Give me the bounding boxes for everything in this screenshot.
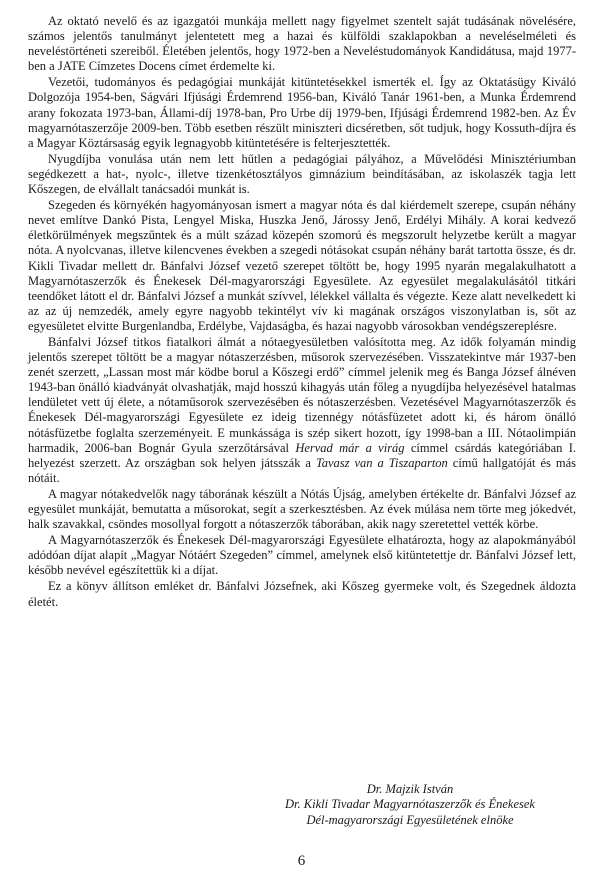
paragraph — [28, 579, 576, 609]
signature-name: Dr. Majzik István — [366, 782, 454, 796]
signature-title-line-2: Dél-magyarországi Egyesületének elnöke — [306, 812, 514, 827]
paragraph — [28, 533, 576, 578]
page-number: 6 — [297, 853, 306, 869]
paragraph — [28, 75, 576, 150]
paragraph — [28, 198, 576, 334]
italic-title: Hervad már a virág — [295, 440, 405, 455]
text-segment: Az oktató nevelő és az igazgatói munkája mellett nagy figyelmet szentelt saját tudásának növelésére, számos jelentős tanulmányt jelentetett meg a hazai és külföldi szaklapokban a neveléselméleti és neveléstörténeti szereiből. Életében jelentős, hogy 1972-ben a Neveléstudományok Kandidátusa, majd 1977-ben a JATE Címzetes Docens címet érdemelte ki. — [28, 14, 576, 74]
signature-block — [250, 782, 570, 828]
paragraph — [28, 14, 576, 74]
text-segment: címmel csárdás kategóriában I. helyezést szerzett. Az országban sok helyen játsszák a — [28, 440, 576, 470]
paragraph — [28, 487, 576, 532]
body-text — [28, 14, 576, 611]
text-segment: című hallgatóját és más nótáit. — [28, 455, 576, 485]
paragraph — [28, 335, 576, 486]
text-segment: A Magyarnótaszerzők és Énekesek Dél-magyarországi Egyesülete elhatározta, hogy az alapokmányából adódóan díjat alapít „Magyar Nótáért Szegeden” címmel, amelynek első kitüntetettje dr. Bánfalvi József lett, később nevével egészítettük ki a díjat. — [28, 533, 576, 578]
text-segment: Vezetői, tudományos és pedagógiai munkáját kitüntetésekkel ismerték el. Így az Oktatásügy Kiváló Dolgozója 1954-ben, Ságvári Ifjúsági Érdemrend 1956-ban, Kiváló Tanár 1961-ben, a Munka Érdemrend arany fokozata 1973-ban, Állami-díj 1978-ban, Pro Urbe díj 1979-ben, Ifjúsági Érdemrend 1982-ben. Az Év magyarnótaszerzője 2009-ben. Több esetben részült miniszteri dicséretben, sőt tudjuk, hogy Kossuth-díjra és a Magyar Köztársaság egyik legnagyobb kitüntetésére is felterjesztették. — [28, 75, 576, 150]
text-segment: A magyar nótakedvelők nagy táborának készült a Nótás Újság, amelyben értékelte dr. Bánfalvi József az egyesület munkáját, bemutatta a műsorokat, segít a szerkesztésben. Az évek múlása nem törte meg jókedvét, halk szavakkal, csöndes mosollyal forgott a nótaszerzők táborában, akik nagy szeretettel vették körbe. — [28, 486, 576, 532]
italic-title: Tavasz van a Tiszaparton — [315, 455, 448, 470]
text-segment: Ez a könyv állítson emléket dr. Bánfalvi Józsefnek, aki Kőszeg gyermeke volt, és Szegednek áldozta életét. — [28, 579, 576, 609]
text-segment: Szegeden és környékén hagyományosan ismert a magyar nóta és dal kiérdemelt szerepe, csupán néhány nevet említve Dankó Pista, Lengyel Miska, Huszka Jenő, Járossy Jenő, Erdélyi Mihály. A korai kedvező életkörülmények megszűntek és a múlt század közepén szomorú és megszorult helyzetbe került a magyar nóta. A nyolcvanas, illetve kilencvenes években a szegedi nótásokat csupán néhány barát tartotta össze, és dr. Kikli Tivadar mellett dr. Bánfalvi József vezető szerepet töltött be, hogy 1995 nyarán megalakulhatott a Magyarnótaszerzők és Énekesek Dél-magyarországi Egyesülete. Az egyesület megalakulásától titkári teendőket látott el dr. Bánfalvi József a munkát szívvel, lélekkel vállalta és végezte. Keze alatt nevelkedett ki az az új nemzedék, amely egyre nagyobb tekintélyt vív ki magának országos viszonylatban is, sőt az egyesületet elvitte Burgenlandba, Erdélybe, Vajdaságba, és hazai nagyobb városokban vendégszereplésre. — [28, 198, 576, 333]
text-segment: Nyugdíjba vonulása után nem lett hűtlen a pedagógiai pályához, a Művelődési Minisztériumban segédkezett a hat-, nyolc-, illetve tizenkétosztályos gimnázium beindításában, az iskolaszék tagja lett Kőszegen, de elvállalt tanácsadói munkát is. — [28, 151, 576, 197]
paragraph — [28, 152, 576, 197]
signature-title-line-1: Dr. Kikli Tivadar Magyarnótaszerzők és Énekesek — [285, 797, 535, 812]
text-segment: Bánfalvi József titkos fiatalkori álmát a nótaegyesületben valósította meg. Az idők folyamán mindig jelentős szerepet töltött be a magyar nótaszerzésben, műsorok szervezésében. Visszatekintve már 1937-ben zenét szerzett, „Lassan most már ködbe borul a Kőszegi erdő” címmel jelenik meg és Banga József álnéven 1943-ban önálló kiadványát olvashatják, majd hosszú kihagyás után főleg a nyugdíjba helyezésével hatalmas lendületet vett új élete, a nótaműsorok szervezésében és nótaszerzésben. Vezetésével Magyarnótaszerzők és Énekesek Dél-magyarországi Egyesülete ez ideig tizennégy nótásfüzetet adott ki, és három önálló nótásfüzetbe foglalta szerzeményeit. E munkássága is szép sikert hozott, így 1998-ban a III. Nótaolimpián harmadik, 2006-ban Bognár Gyula szerzőtársával — [28, 334, 576, 455]
